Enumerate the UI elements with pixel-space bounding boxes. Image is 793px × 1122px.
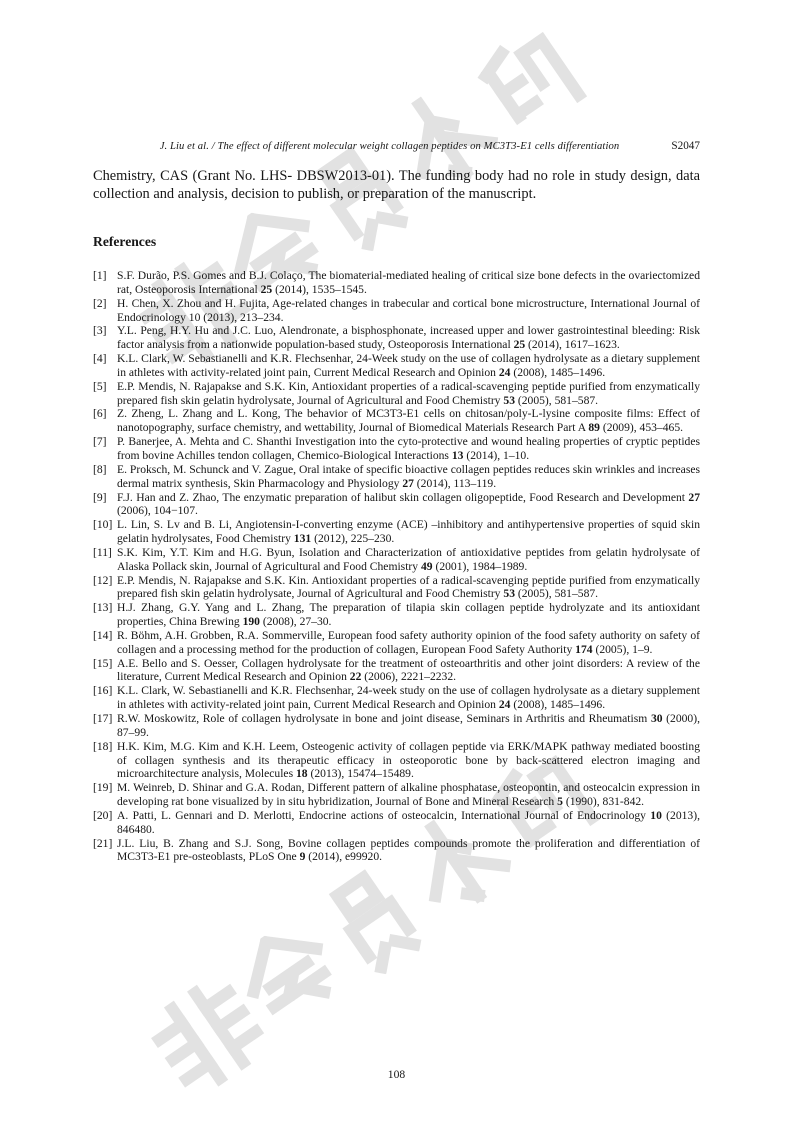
reference-number: [20] bbox=[93, 808, 113, 822]
reference-number: [8] bbox=[93, 462, 107, 476]
reference-number: [9] bbox=[93, 490, 107, 504]
reference-number: [15] bbox=[93, 656, 113, 670]
reference-item: [4] K.L. Clark, W. Sebastianelli and K.R. Flechsenhar, 24-Week study on the use of collagen hydrolysate as a dietary supplement in athletes with activity-related joint pain, Current Medical Research and Opinion 24 (2008), 1485–1496. bbox=[93, 352, 700, 379]
reference-item: [10] L. Lin, S. Lv and B. Li, Angiotensin-I-converting enzyme (ACE) –inhibitory and antihypertensive properties of squid skin gelatin hydrolysates, Food Chemistry 131 (2012), 225–230. bbox=[93, 518, 700, 546]
reference-number: [6] bbox=[93, 407, 107, 421]
reference-number: [11] bbox=[93, 545, 112, 559]
running-header bbox=[93, 140, 700, 153]
reference-item: [16] K.L. Clark, W. Sebastianelli and K.R. Flechsenhar, 24-week study on the use of collagen hydrolysate as a dietary supplement in athletes with activity-related joint pain, Current Medical Research and Opinion 24 (2008), 1485–1496. bbox=[93, 684, 700, 712]
reference-item: [20] A. Patti, L. Gennari and D. Merlotti, Endocrine actions of osteocalcin, International Journal of Endocrinology 10 (2013), 846480. bbox=[93, 808, 700, 836]
reference-item: [8] E. Proksch, M. Schunck and V. Zague, Oral intake of specific bioactive collagen peptides reduces skin wrinkles and increases dermal matrix synthesis, Skin Pharmacology and Physiology 27 (2014), 113–119. bbox=[93, 462, 700, 490]
reference-item: [21] J.L. Liu, B. Zhang and S.J. Song, Bovine collagen peptides compounds promote the proliferation and differentiation of MC3T3-E1 pre-osteoblasts, PLoS One 9 (2014), e99920. bbox=[93, 836, 700, 864]
reference-item: [11] S.K. Kim, Y.T. Kim and H.G. Byun, Isolation and Characterization of antioxidative peptides from gelatin hydrolysate of Alaska Pollack skin, Journal of Agricultural and Food Chemistry 49 (2001), 1984–1989. bbox=[93, 545, 700, 573]
reference-item: [1] S.F. Durão, P.S. Gomes and B.J. Colaço, The biomaterial-mediated healing of critical size bone defects in the ovariectomized rat, Osteoporosis International 25 (2014), 1535–1545. bbox=[93, 269, 700, 296]
reference-item: [7] P. Banerjee, A. Mehta and C. Shanthi Investigation into the cyto-protective and wound healing properties of cryptic peptides from bovine Achilles tendon collagen, Chemico-Biological Interactions 13 (2014), 1–10. bbox=[93, 435, 700, 462]
reference-number: [13] bbox=[93, 601, 113, 615]
reference-number: [16] bbox=[93, 684, 113, 698]
reference-item: [2] H. Chen, X. Zhou and H. Fujita, Age-related changes in trabecular and cortical bone microstructure, International Journal of Endocrinology 10 (2013), 213–234. bbox=[93, 296, 700, 324]
reference-item: [6] Z. Zheng, L. Zhang and L. Kong, The behavior of MC3T3-E1 cells on chitosan/poly-L-lysine composite films: Effect of nanotopography, surface chemistry, and wettability, Journal of Biomedical Materials Research Part A 89 (2009), 453–465. bbox=[93, 407, 700, 435]
reference-item: [15] A.E. Bello and S. Oesser, Collagen hydrolysate for the treatment of osteoarthritis and other joint disorders: A review of the literature, Current Medical Research and Opinion 22 (2006), 2221–2232. bbox=[93, 656, 700, 684]
running-title: J. Liu et al. / The effect of different molecular weight collagen peptides on MC3T3-E1 cells differentiation bbox=[159, 141, 620, 152]
funding-paragraph: Chemistry, CAS (Grant No. LHS- DBSW2013-01). The funding body had no role in study design, data collection and analysis, decision to publish, or preparation of the manuscript. bbox=[93, 168, 700, 202]
reference-number: [18] bbox=[93, 739, 113, 753]
reference-number: [7] bbox=[93, 435, 107, 449]
page-footer bbox=[0, 1068, 793, 1081]
reference-number: [14] bbox=[93, 628, 113, 642]
reference-number: [21] bbox=[93, 836, 113, 850]
references-list bbox=[93, 269, 700, 864]
reference-number: [17] bbox=[93, 712, 113, 725]
reference-number: [12] bbox=[93, 573, 113, 587]
reference-item: [5] E.P. Mendis, N. Rajapakse and S.K. Kin, Antioxidant properties of a radical-scavenging peptide purified from enzymatically prepared fish skin gelatin hydrolysate, Journal of Agricultural and Food Chemistry 53 (2005), 581–587. bbox=[93, 379, 700, 407]
reference-number: [4] bbox=[93, 352, 107, 366]
reference-item: [14] R. Böhm, A.H. Grobben, R.A. Sommerville, European food safety authority opinion of the food safety authority on safety of collagen and a processing method for the production of collagen, European Food Safety Authority 174 (2005), 1–9. bbox=[93, 628, 700, 656]
page-number: 108 bbox=[387, 1068, 406, 1081]
references-heading: References bbox=[93, 234, 157, 249]
reference-number: [1] bbox=[93, 269, 107, 282]
reference-item: [12] E.P. Mendis, N. Rajapakse and S.K. Kin. Antioxidant properties of a radical-scavenging peptide purified from enzymatically prepared fish skin gelatin hydrolysate, Journal of Agricultural and Food Chemistry 53 (2005), 581–587. bbox=[93, 573, 700, 601]
page-id: S2047 bbox=[671, 140, 700, 152]
reference-number: [5] bbox=[93, 379, 107, 393]
reference-item: [17] R.W. Moskowitz, Role of collagen hydrolysate in bone and joint disease, Seminars in Arthritis and Rheumatism 30 (2000), 87–99. bbox=[93, 712, 700, 739]
reference-number: [3] bbox=[93, 324, 107, 338]
reference-number: [19] bbox=[93, 781, 113, 795]
reference-item: [9] F.J. Han and Z. Zhao, The enzymatic preparation of halibut skin collagen oligopeptide, Food Research and Development 27 (2006), 104−107. bbox=[93, 490, 700, 518]
reference-number: [2] bbox=[93, 296, 107, 310]
reference-number: [10] bbox=[93, 518, 113, 532]
reference-item: [19] M. Weinreb, D. Shinar and G.A. Rodan, Different pattern of alkaline phosphatase, osteopontin, and osteocalcin expression in developing rat bone visualized by in situ hybridization, Journal of Bone and Mineral Research 5 (1990), 831-842. bbox=[93, 781, 700, 809]
reference-item: [3] Y.L. Peng, H.Y. Hu and J.C. Luo, Alendronate, a bisphosphonate, increased upper and lower gastrointestinal bleeding: Risk factor analysis from a nationwide population-based study, Osteoporosis International 25 (2014), 1617–1623. bbox=[93, 324, 700, 352]
reference-item: [13] H.J. Zhang, G.Y. Yang and L. Zhang, The preparation of tilapia skin collagen peptide hydrolyzate and its antioxidant properties, China Brewing 190 (2008), 27–30. bbox=[93, 601, 700, 629]
reference-item: [18] H.K. Kim, M.G. Kim and K.H. Leem, Osteogenic activity of collagen peptide via ERK/MAPK pathway mediated boosting of collagen synthesis and its therapeutic efficacy in osteoporotic bone by back-scattered electron imaging and microarchitecture analysis, Molecules 18 (2013), 15474–15489. bbox=[93, 739, 700, 781]
